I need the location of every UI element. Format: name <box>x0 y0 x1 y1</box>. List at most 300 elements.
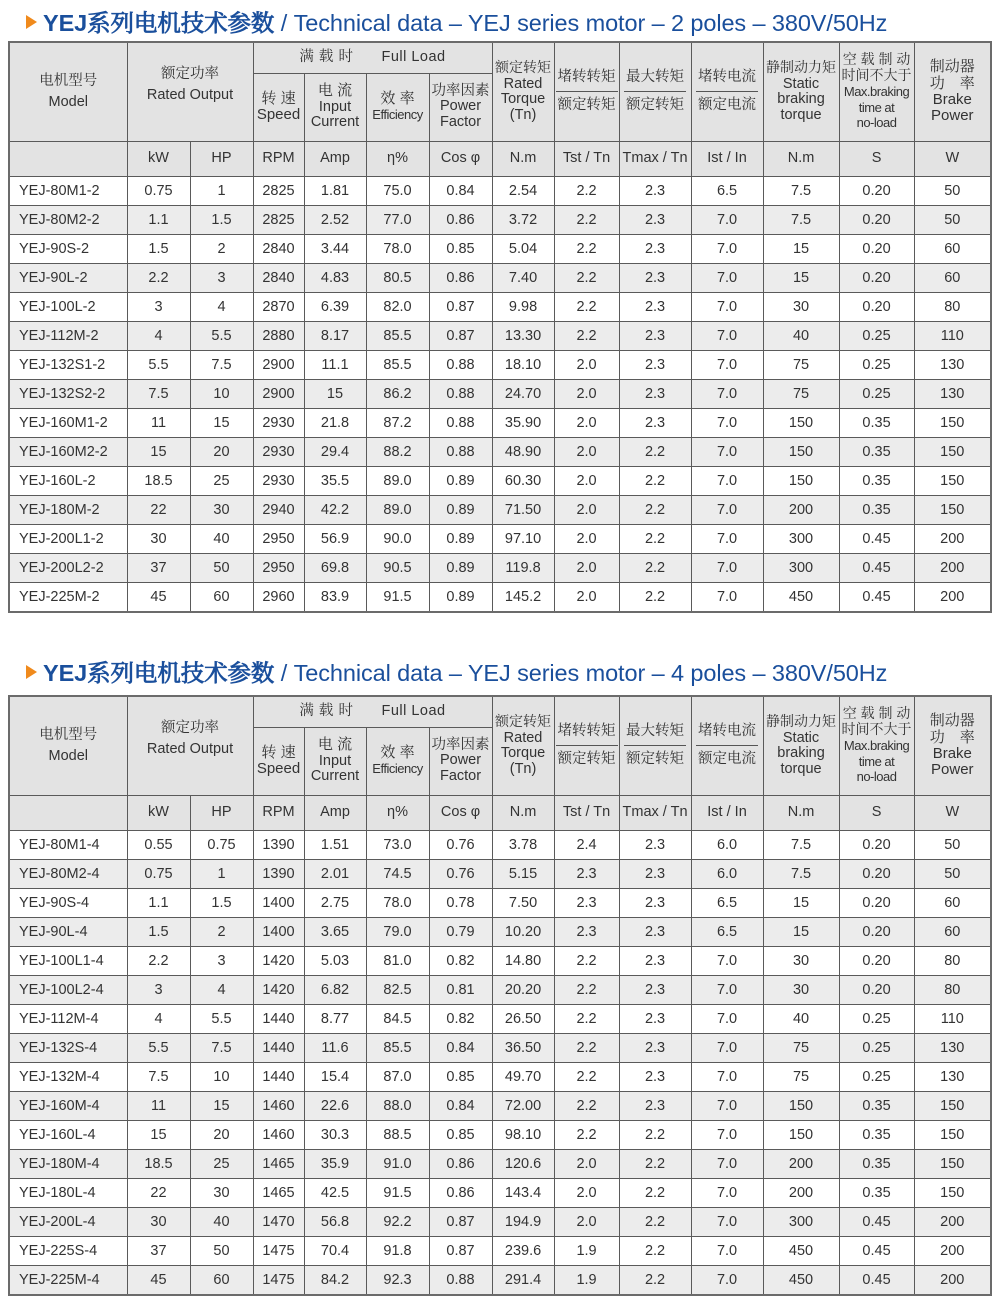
value-cell: 15 <box>763 263 839 292</box>
value-cell: 2.3 <box>619 917 691 946</box>
model-cell: YEJ-160M2-2 <box>9 437 127 466</box>
value-cell: 2.0 <box>554 379 619 408</box>
value-cell: 40 <box>763 1004 839 1033</box>
value-cell: 7.5 <box>190 350 253 379</box>
header-ist-ratio: $\frac{\text{堵转电流}}{\text{额定电流}}$ <box>691 42 763 141</box>
value-cell: 0.20 <box>839 946 914 975</box>
value-cell: 1465 <box>253 1149 304 1178</box>
model-cell: YEJ-132S1-2 <box>9 350 127 379</box>
value-cell: 2.2 <box>127 946 190 975</box>
value-cell: 1440 <box>253 1004 304 1033</box>
value-cell: 2.3 <box>619 830 691 859</box>
value-cell: 4 <box>190 292 253 321</box>
value-cell: 1475 <box>253 1236 304 1265</box>
table-row <box>9 975 991 1004</box>
value-cell: 88.2 <box>366 437 429 466</box>
value-cell: 56.8 <box>304 1207 366 1236</box>
header-static-braking-torque: 静制动力矩 Static braking torque <box>763 696 839 795</box>
header-brake-power: 制动器 功 率 Brake Power <box>914 42 991 141</box>
table-row <box>9 1207 991 1236</box>
model-cell: YEJ-80M1-4 <box>9 830 127 859</box>
value-cell: 0.20 <box>839 263 914 292</box>
value-cell: 200 <box>914 524 991 553</box>
value-cell: 1.5 <box>127 234 190 263</box>
value-cell: 2.0 <box>554 408 619 437</box>
value-cell: 7.0 <box>691 408 763 437</box>
value-cell: 4 <box>190 975 253 1004</box>
value-cell: 0.25 <box>839 321 914 350</box>
value-cell: 2.0 <box>554 350 619 379</box>
value-cell: 5.15 <box>492 859 554 888</box>
header-tst-ratio: $\frac{\text{堵转转矩}}{\text{额定转矩}}$ <box>554 42 619 141</box>
value-cell: 0.25 <box>839 1033 914 1062</box>
value-cell: 150 <box>914 1149 991 1178</box>
unit-cell: kW <box>127 141 190 176</box>
table-row <box>9 321 991 350</box>
value-cell: 85.5 <box>366 1033 429 1062</box>
model-cell: YEJ-112M-2 <box>9 321 127 350</box>
value-cell: 18.5 <box>127 466 190 495</box>
value-cell: 1.5 <box>190 888 253 917</box>
value-cell: 7.0 <box>691 1091 763 1120</box>
value-cell: 50 <box>914 830 991 859</box>
value-cell: 150 <box>763 437 839 466</box>
value-cell: 2.2 <box>619 437 691 466</box>
value-cell: 30 <box>763 975 839 1004</box>
value-cell: 0.89 <box>429 582 492 612</box>
value-cell: 89.0 <box>366 466 429 495</box>
value-cell: 71.50 <box>492 495 554 524</box>
value-cell: 2840 <box>253 234 304 263</box>
value-cell: 75.0 <box>366 176 429 205</box>
value-cell: 7.0 <box>691 292 763 321</box>
value-cell: 8.17 <box>304 321 366 350</box>
value-cell: 7.0 <box>691 205 763 234</box>
value-cell: 7.0 <box>691 379 763 408</box>
header-max-braking-time: 空 载 制 动 时间不大于 Max.braking time at no-load <box>839 696 914 795</box>
value-cell: 2930 <box>253 408 304 437</box>
model-cell: YEJ-80M1-2 <box>9 176 127 205</box>
value-cell: 2.3 <box>619 176 691 205</box>
value-cell: 80 <box>914 975 991 1004</box>
value-cell: 7.0 <box>691 1207 763 1236</box>
value-cell: 7.0 <box>691 946 763 975</box>
table-row <box>9 1004 991 1033</box>
value-cell: 78.0 <box>366 234 429 263</box>
value-cell: 7.0 <box>691 1265 763 1295</box>
value-cell: 0.25 <box>839 379 914 408</box>
value-cell: 0.87 <box>429 292 492 321</box>
value-cell: 85.5 <box>366 350 429 379</box>
table-title <box>26 4 887 34</box>
value-cell: 14.80 <box>492 946 554 975</box>
value-cell: 6.5 <box>691 888 763 917</box>
value-cell: 2825 <box>253 205 304 234</box>
value-cell: 2.0 <box>554 437 619 466</box>
value-cell: 7.0 <box>691 1149 763 1178</box>
value-cell: 2.2 <box>554 975 619 1004</box>
unit-cell: Amp <box>304 795 366 830</box>
unit-cell: Cos φ <box>429 795 492 830</box>
table-title <box>26 654 887 684</box>
value-cell: 83.9 <box>304 582 366 612</box>
unit-blank <box>9 795 127 830</box>
value-cell: 291.4 <box>492 1265 554 1295</box>
value-cell: 130 <box>914 379 991 408</box>
value-cell: 3.72 <box>492 205 554 234</box>
value-cell: 7.5 <box>127 379 190 408</box>
table-row <box>9 553 991 582</box>
unit-cell: N.m <box>763 795 839 830</box>
table-row <box>9 379 991 408</box>
value-cell: 7.0 <box>691 1120 763 1149</box>
header-rated-output: 额定功率 Rated Output <box>127 696 253 795</box>
table-row <box>9 292 991 321</box>
value-cell: 0.25 <box>839 1062 914 1091</box>
value-cell: 48.90 <box>492 437 554 466</box>
model-cell: YEJ-80M2-4 <box>9 859 127 888</box>
value-cell: 7.5 <box>763 859 839 888</box>
value-cell: 2.0 <box>554 495 619 524</box>
value-cell: 1400 <box>253 917 304 946</box>
value-cell: 1 <box>190 859 253 888</box>
value-cell: 0.89 <box>429 524 492 553</box>
value-cell: 200 <box>763 1149 839 1178</box>
value-cell: 450 <box>763 1265 839 1295</box>
unit-cell: Amp <box>304 141 366 176</box>
table-row <box>9 350 991 379</box>
value-cell: 6.0 <box>691 859 763 888</box>
header-speed: 转 速 Speed <box>253 73 304 141</box>
value-cell: 2.0 <box>554 1207 619 1236</box>
value-cell: 1.9 <box>554 1265 619 1295</box>
value-cell: 2900 <box>253 350 304 379</box>
table-row <box>9 176 991 205</box>
value-cell: 2950 <box>253 553 304 582</box>
model-cell: YEJ-225S-4 <box>9 1236 127 1265</box>
table-body <box>9 176 991 612</box>
value-cell: 50 <box>190 1236 253 1265</box>
value-cell: 7.0 <box>691 321 763 350</box>
header-max-braking-time: 空 载 制 动 时间不大于 Max.braking time at no-load <box>839 42 914 141</box>
value-cell: 200 <box>763 1178 839 1207</box>
value-cell: 0.20 <box>839 234 914 263</box>
value-cell: 60 <box>190 1265 253 1295</box>
value-cell: 2960 <box>253 582 304 612</box>
value-cell: 0.20 <box>839 917 914 946</box>
value-cell: 2.75 <box>304 888 366 917</box>
value-cell: 37 <box>127 553 190 582</box>
value-cell: 2.3 <box>619 263 691 292</box>
header-full-load: 满 载 时 Full Load <box>253 696 492 727</box>
value-cell: 89.0 <box>366 495 429 524</box>
value-cell: 7.0 <box>691 582 763 612</box>
header-full-load: 满 载 时 Full Load <box>253 42 492 73</box>
header-efficiency: 效 率 Efficiency <box>366 727 429 795</box>
value-cell: 72.00 <box>492 1091 554 1120</box>
value-cell: 0.20 <box>839 859 914 888</box>
value-cell: 29.4 <box>304 437 366 466</box>
unit-cell: kW <box>127 795 190 830</box>
value-cell: 85.5 <box>366 321 429 350</box>
value-cell: 1400 <box>253 888 304 917</box>
value-cell: 3.65 <box>304 917 366 946</box>
value-cell: 2.3 <box>619 292 691 321</box>
value-cell: 0.75 <box>127 176 190 205</box>
value-cell: 0.89 <box>429 553 492 582</box>
value-cell: 30 <box>127 524 190 553</box>
value-cell: 200 <box>914 1265 991 1295</box>
value-cell: 1390 <box>253 830 304 859</box>
value-cell: 82.5 <box>366 975 429 1004</box>
value-cell: 40 <box>190 524 253 553</box>
value-cell: 10 <box>190 1062 253 1091</box>
value-cell: 0.76 <box>429 830 492 859</box>
value-cell: 200 <box>914 1207 991 1236</box>
value-cell: 2.3 <box>619 408 691 437</box>
value-cell: 15 <box>763 917 839 946</box>
value-cell: 1475 <box>253 1265 304 1295</box>
value-cell: 11 <box>127 408 190 437</box>
value-cell: 7.0 <box>691 553 763 582</box>
header-efficiency: 效 率 Efficiency <box>366 73 429 141</box>
table-row <box>9 466 991 495</box>
unit-cell: N.m <box>763 141 839 176</box>
value-cell: 0.88 <box>429 350 492 379</box>
value-cell: 74.5 <box>366 859 429 888</box>
value-cell: 239.6 <box>492 1236 554 1265</box>
table-row <box>9 582 991 612</box>
value-cell: 15 <box>763 234 839 263</box>
value-cell: 6.5 <box>691 917 763 946</box>
table-row <box>9 524 991 553</box>
value-cell: 75 <box>763 350 839 379</box>
value-cell: 150 <box>914 1178 991 1207</box>
value-cell: 0.79 <box>429 917 492 946</box>
value-cell: 7.5 <box>763 830 839 859</box>
unit-cell: W <box>914 141 991 176</box>
value-cell: 5.5 <box>190 1004 253 1033</box>
value-cell: 5.5 <box>127 1033 190 1062</box>
value-cell: 56.9 <box>304 524 366 553</box>
value-cell: 36.50 <box>492 1033 554 1062</box>
model-cell: YEJ-225M-2 <box>9 582 127 612</box>
value-cell: 2.3 <box>619 1062 691 1091</box>
value-cell: 2.2 <box>619 524 691 553</box>
value-cell: 80 <box>914 946 991 975</box>
value-cell: 81.0 <box>366 946 429 975</box>
value-cell: 79.0 <box>366 917 429 946</box>
value-cell: 2.54 <box>492 176 554 205</box>
unit-cell: RPM <box>253 141 304 176</box>
table-row <box>9 205 991 234</box>
value-cell: 91.0 <box>366 1149 429 1178</box>
value-cell: 130 <box>914 1033 991 1062</box>
value-cell: 0.25 <box>839 1004 914 1033</box>
value-cell: 2.2 <box>619 466 691 495</box>
value-cell: 2.2 <box>127 263 190 292</box>
value-cell: 2.2 <box>554 263 619 292</box>
value-cell: 37 <box>127 1236 190 1265</box>
value-cell: 97.10 <box>492 524 554 553</box>
table-body <box>9 830 991 1295</box>
value-cell: 2 <box>190 234 253 263</box>
value-cell: 150 <box>763 408 839 437</box>
unit-cell: Tmax / Tn <box>619 795 691 830</box>
value-cell: 2.2 <box>619 582 691 612</box>
value-cell: 2.2 <box>554 1004 619 1033</box>
value-cell: 0.87 <box>429 1236 492 1265</box>
value-cell: 2.4 <box>554 830 619 859</box>
value-cell: 86.2 <box>366 379 429 408</box>
unit-cell: S <box>839 795 914 830</box>
table-row <box>9 1033 991 1062</box>
title-en: / Technical data – YEJ series motor – 2 poles – 380V/50Hz <box>274 10 888 36</box>
unit-cell: HP <box>190 141 253 176</box>
value-cell: 60 <box>914 234 991 263</box>
value-cell: 40 <box>763 321 839 350</box>
value-cell: 91.5 <box>366 1178 429 1207</box>
value-cell: 0.45 <box>839 582 914 612</box>
value-cell: 30 <box>763 292 839 321</box>
unit-cell: Ist / In <box>691 795 763 830</box>
value-cell: 30.3 <box>304 1120 366 1149</box>
unit-cell: Tst / Tn <box>554 795 619 830</box>
value-cell: 150 <box>763 466 839 495</box>
value-cell: 15 <box>127 437 190 466</box>
value-cell: 2.3 <box>619 205 691 234</box>
value-cell: 2.3 <box>619 859 691 888</box>
value-cell: 10 <box>190 379 253 408</box>
value-cell: 0.35 <box>839 437 914 466</box>
value-cell: 150 <box>914 1091 991 1120</box>
value-cell: 2950 <box>253 524 304 553</box>
value-cell: 0.20 <box>839 830 914 859</box>
value-cell: 0.76 <box>429 859 492 888</box>
table-row <box>9 1178 991 1207</box>
value-cell: 1460 <box>253 1120 304 1149</box>
value-cell: 82.0 <box>366 292 429 321</box>
value-cell: 0.45 <box>839 524 914 553</box>
unit-cell: HP <box>190 795 253 830</box>
value-cell: 30 <box>190 495 253 524</box>
value-cell: 1.51 <box>304 830 366 859</box>
value-cell: 0.85 <box>429 234 492 263</box>
model-cell: YEJ-90L-4 <box>9 917 127 946</box>
value-cell: 75 <box>763 379 839 408</box>
model-cell: YEJ-112M-4 <box>9 1004 127 1033</box>
value-cell: 7.0 <box>691 437 763 466</box>
unit-cell: η% <box>366 795 429 830</box>
value-cell: 2.3 <box>619 975 691 1004</box>
value-cell: 42.2 <box>304 495 366 524</box>
value-cell: 0.35 <box>839 466 914 495</box>
value-cell: 150 <box>914 495 991 524</box>
value-cell: 50 <box>914 176 991 205</box>
value-cell: 450 <box>763 1236 839 1265</box>
unit-cell: η% <box>366 141 429 176</box>
value-cell: 0.82 <box>429 1004 492 1033</box>
value-cell: 300 <box>763 553 839 582</box>
model-cell: YEJ-160M-4 <box>9 1091 127 1120</box>
value-cell: 88.0 <box>366 1091 429 1120</box>
value-cell: 2930 <box>253 466 304 495</box>
value-cell: 7.0 <box>691 263 763 292</box>
value-cell: 50 <box>914 859 991 888</box>
triangle-marker-icon <box>26 665 37 679</box>
value-cell: 20 <box>190 437 253 466</box>
value-cell: 2.3 <box>554 888 619 917</box>
value-cell: 70.4 <box>304 1236 366 1265</box>
value-cell: 2.2 <box>554 205 619 234</box>
value-cell: 0.84 <box>429 176 492 205</box>
value-cell: 2.2 <box>554 1091 619 1120</box>
value-cell: 2825 <box>253 176 304 205</box>
table-row <box>9 495 991 524</box>
value-cell: 22.6 <box>304 1091 366 1120</box>
value-cell: 11 <box>127 1091 190 1120</box>
value-cell: 2930 <box>253 437 304 466</box>
table-row <box>9 263 991 292</box>
model-cell: YEJ-90S-4 <box>9 888 127 917</box>
model-cell: YEJ-180M-4 <box>9 1149 127 1178</box>
value-cell: 11.1 <box>304 350 366 379</box>
units-row <box>9 795 991 830</box>
value-cell: 0.88 <box>429 1265 492 1295</box>
value-cell: 119.8 <box>492 553 554 582</box>
value-cell: 75 <box>763 1033 839 1062</box>
value-cell: 84.5 <box>366 1004 429 1033</box>
value-cell: 0.25 <box>839 350 914 379</box>
value-cell: 2.2 <box>619 553 691 582</box>
value-cell: 22 <box>127 1178 190 1207</box>
value-cell: 0.75 <box>190 830 253 859</box>
value-cell: 25 <box>190 1149 253 1178</box>
value-cell: 150 <box>914 408 991 437</box>
table-row <box>9 1236 991 1265</box>
model-cell: YEJ-90S-2 <box>9 234 127 263</box>
value-cell: 49.70 <box>492 1062 554 1091</box>
value-cell: 2940 <box>253 495 304 524</box>
units-row <box>9 141 991 176</box>
value-cell: 1390 <box>253 859 304 888</box>
value-cell: 0.86 <box>429 205 492 234</box>
value-cell: 2.2 <box>619 1120 691 1149</box>
header-power-factor: 功率因素 Power Factor <box>429 73 492 141</box>
value-cell: 60 <box>914 888 991 917</box>
value-cell: 5.5 <box>127 350 190 379</box>
value-cell: 2.0 <box>554 524 619 553</box>
model-cell: YEJ-80M2-2 <box>9 205 127 234</box>
value-cell: 2.2 <box>554 234 619 263</box>
value-cell: 0.35 <box>839 1178 914 1207</box>
value-cell: 20.20 <box>492 975 554 1004</box>
value-cell: 0.89 <box>429 466 492 495</box>
value-cell: 87.0 <box>366 1062 429 1091</box>
value-cell: 30 <box>190 1178 253 1207</box>
value-cell: 1460 <box>253 1091 304 1120</box>
value-cell: 2.3 <box>554 859 619 888</box>
value-cell: 7.0 <box>691 466 763 495</box>
header-model: 电机型号 Model <box>9 42 127 141</box>
value-cell: 1470 <box>253 1207 304 1236</box>
value-cell: 150 <box>914 437 991 466</box>
value-cell: 0.88 <box>429 408 492 437</box>
value-cell: 0.45 <box>839 553 914 582</box>
value-cell: 0.81 <box>429 975 492 1004</box>
value-cell: 6.0 <box>691 830 763 859</box>
model-cell: YEJ-160M1-2 <box>9 408 127 437</box>
